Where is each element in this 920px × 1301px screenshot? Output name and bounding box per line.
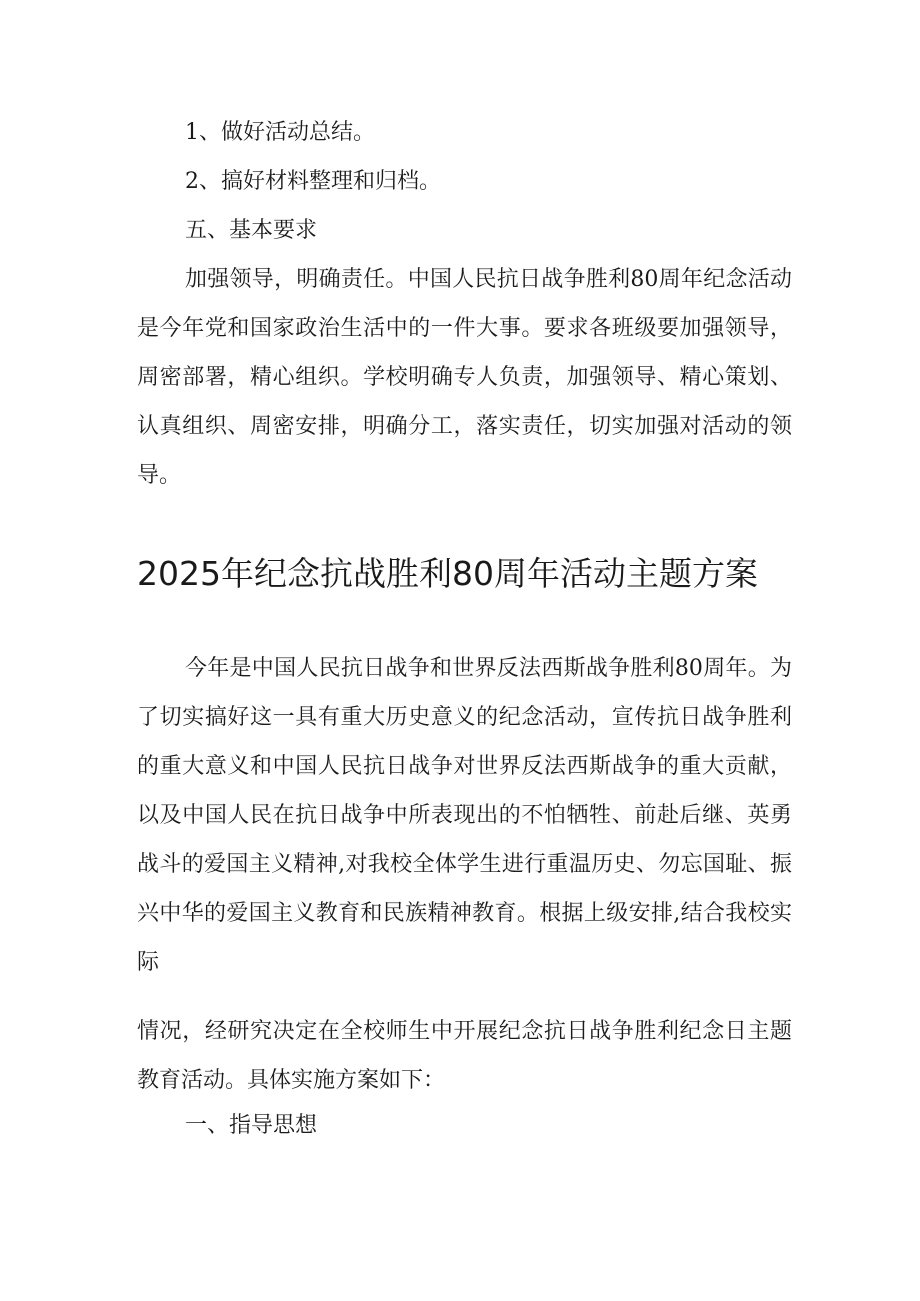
section-heading-guiding-ideology: 一、指导思想 <box>185 1113 318 1138</box>
intro-paragraph: 今年是中国人民抗日战争和世界反法西斯战争胜利80周年。为了切实搞好这一具有重大历史意义的纪念活动，宣传抗日战争胜利的重大意义和中国人民抗日战争对世界反法西斯战争的重大贡献，以及中国人民在抗日战争中所表现出的不怕牺牲、前赴后继、英勇战斗的爱国主义精神,对我校全体学生进行重温历史、勿忘国耻、振兴中华的爱国主义教育和民族精神教育。根据上级安排,结合我校实际 <box>137 656 792 975</box>
section-heading-requirements: 五、基本要求 <box>185 218 318 243</box>
list-item-archive: 2、搞好材料整理和归档。 <box>185 169 441 194</box>
document-title: 2025年纪念抗战胜利80周年活动主题方案 <box>137 554 758 593</box>
list-item-summary: 1、做好活动总结。 <box>185 120 375 145</box>
requirements-paragraph: 加强领导，明确责任。中国人民抗日战争胜利80周年纪念活动是今年党和国家政治生活中的一件大事。要求各班级要加强领导，周密部署，精心组织。学校明确专人负责，加强领导、精心策划、认真组织、周密安排，明确分工，落实责任，切实加强对活动的领导。 <box>137 267 792 488</box>
intro-paragraph-continued: 情况，经研究决定在全校师生中开展纪念抗日战争胜利纪念日主题教育活动。具体实施方案如下： <box>137 1019 792 1093</box>
